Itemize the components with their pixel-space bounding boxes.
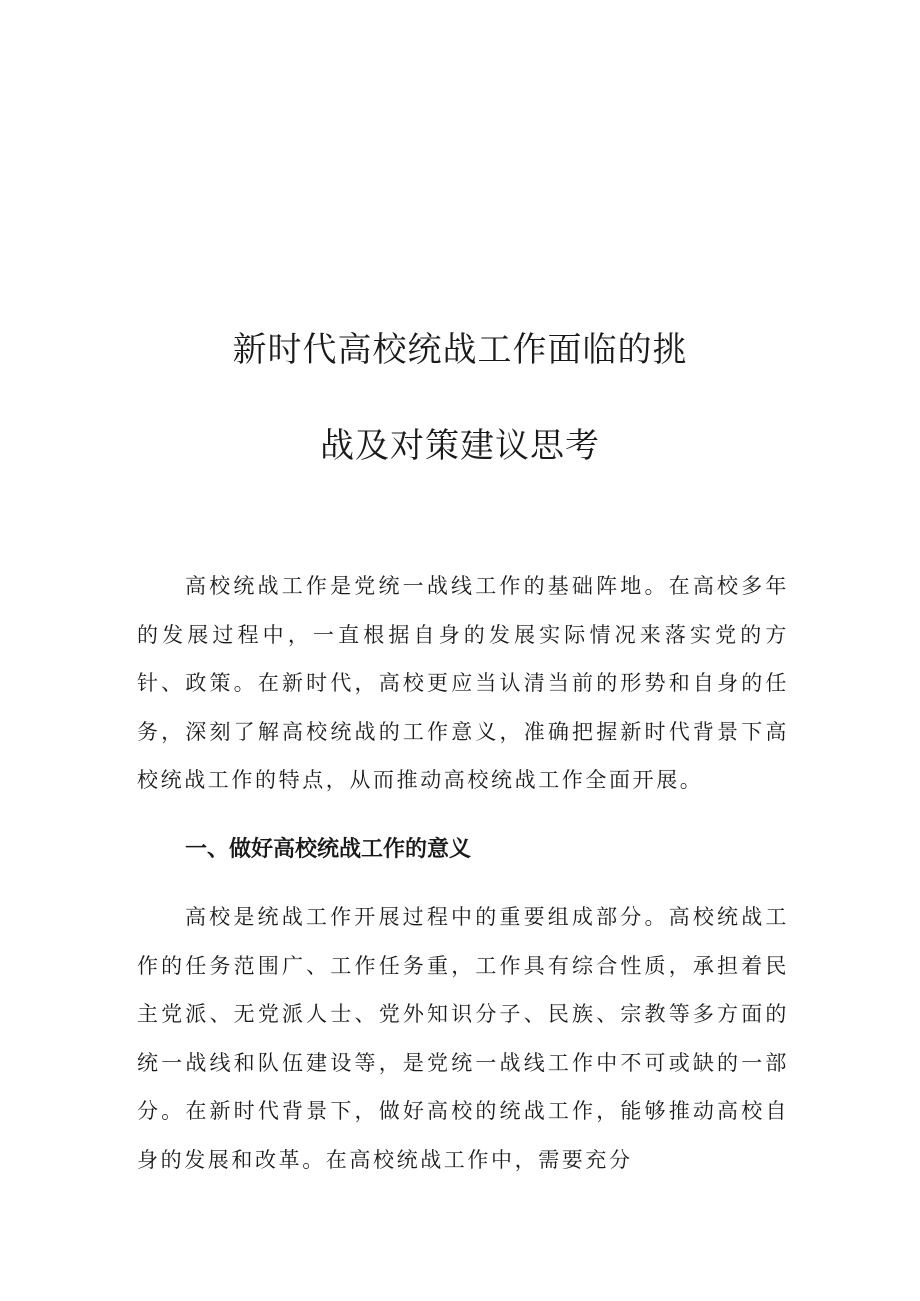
intro-paragraph: 高校统战工作是党统一战线工作的基础阵地。在高校多年的发展过程中，一直根据自身的发展实际情况来落实党的方针、政策。在新时代，高校更应当认清当前的形势和自身的任务，深刻了解高校统战的工作意义，准确把握新时代背景下高校统战工作的特点，从而推动高校统战工作全面开展。 [137,574,789,792]
document-title-line-2: 战及对策建议思考 [320,426,600,466]
document-title-line-1: 新时代高校统战工作面临的挑 [232,330,688,370]
section-1-paragraph: 高校是统战工作开展过程中的重要组成部分。高校统战工作的任务范围广、工作任务重，工作具有综合性质，承担着民主党派、无党派人士、党外知识分子、民族、宗教等多方面的统一战线和队伍建设等，是党统一战线工作中不可或缺的一部分。在新时代背景下，做好高校的统战工作，能够推动高校自身的发展和改革。在高校统战工作中，需要充分 [137,905,789,1172]
section-1-heading: 一、做好高校统战工作的意义 [185,837,472,862]
